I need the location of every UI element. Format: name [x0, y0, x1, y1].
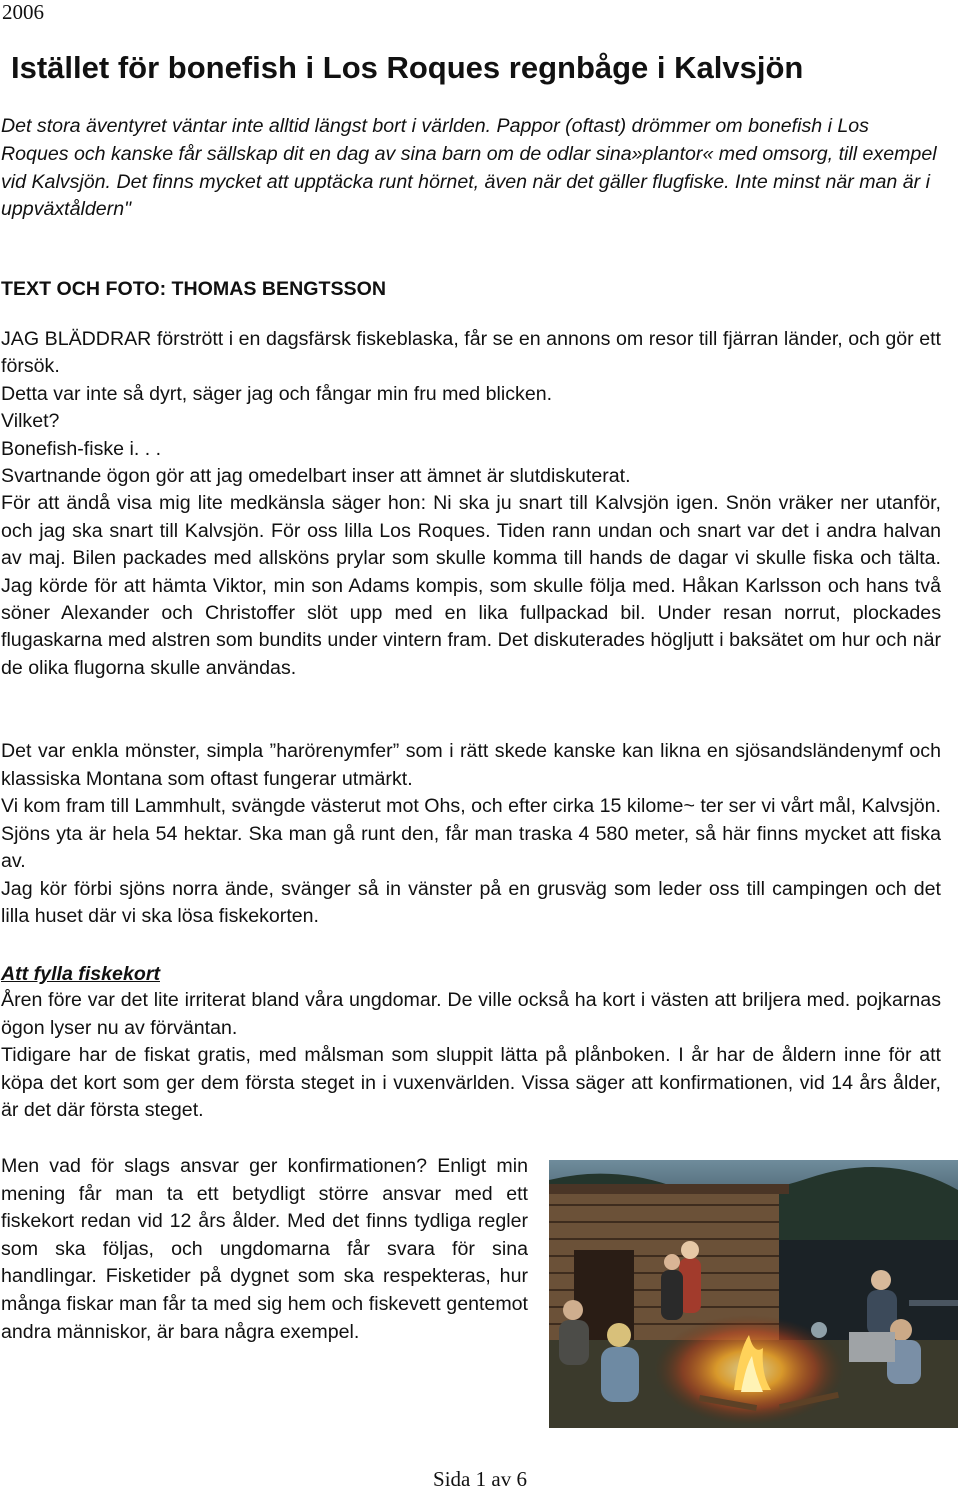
paragraph: Svartnande ögon gör att jag omedelbart inser att ämnet är slutdiskuterat.	[1, 465, 631, 488]
paragraph: För att ändå visa mig lite medkänsla säger hon: Ni ska ju snart till Kalvsjön igen. Snön vräker ner utanför, och jag ska snart till Kalvsjön. För oss lilla Los Roques. Tiden rann undan och snart var det i andra halvan av maj. Bilen packades med allsköns prylar som skulle komma till hands de dagar vi skulle fiska och tälta. Jag körde för att hämta Viktor, min son Adams kompis, som skulle följa med. Håkan Karlsson och hans två söner Alexander och Christoffer slöt upp med en lika fullpackad bil. Under resan norrut, plockades flugaskarna med alstren som bundits under vintern fram. Det diskuterades högljutt i baksätet om hur och när de olika flugorna skulle användas.	[1, 492, 941, 679]
paragraph: Jag kör förbi sjöns norra ände, svänger så in vänster på en grusväg som leder oss till campingen och det lilla huset där vi ska lösa fiskekorten.	[1, 877, 941, 927]
section-responsibility	[1, 1153, 528, 1346]
article-ingress: Det stora äventyret väntar inte alltid längst bort i världen. Pappor (oftast) drömmer om bonefish i Los Roques och kanske får sällskap dit en dag av sina barn om de odlar sina»plantor« med omsorg, till exempel vid Kalvsjön. Det finns mycket att upptäcka runt hörnet, även när det gäller flugfiske. Inte minst när man är i uppväxtåldern"	[1, 115, 937, 221]
paragraph: Vilket?	[1, 410, 60, 433]
year-label: 2006	[2, 0, 44, 24]
paragraph: Åren före var det lite irriterat bland våra ungdomar. De ville också ha kort i västen att briljera med. pojkarnas ögon lyser nu av förväntan.	[1, 989, 941, 1039]
paragraph: Vi kom fram till Lammhult, svängde västerut mot Ohs, och efter cirka 15 kilome~ ter ser vi vårt mål, Kalvsjön. Sjöns yta är hela 54 hektar. Ska man gå runt den, får man traska 4 580 meter, så här finns mycket att fiska av.	[1, 795, 941, 872]
paragraph: Men vad för slags ansvar ger konfirmationen? Enligt min mening får man ta ett betydligt större ansvar med ett fiskekort redan vid 12 års ålder. Med det finns tydliga regler som ska följas, och ungdomarna får svara för sina handlingar. Fisketider på dygnet som ska respekteras, hur många fiskar man får ta med sig hem och fiskevett gentemot andra människor, är bara några exempel.	[1, 1155, 528, 1343]
section-flies	[1, 738, 941, 931]
page-number: Sida 1 av 6	[433, 1467, 527, 1491]
campfire-photo	[549, 1160, 958, 1428]
paragraph: Bonefish-fiske i. . .	[1, 437, 162, 460]
paragraph: Tidigare har de fiskat gratis, med målsman som sluppit lätta på plånboken. I år har de åldern inne för att köpa det kort som ger dem första steget in i vuxenvärlden. Vissa säger att konfirmationen, vid 14 års ålder, är det där första steget.	[1, 1044, 941, 1121]
lead-section	[1, 326, 941, 682]
article-title: Istället för bonefish i Los Roques regnbåge i Kalvsjön	[11, 50, 804, 85]
paragraph: JAG BLÄDDRAR förstrött i en dagsfärsk fiskeblaska, får se en annons om resor till fjärran länder, och gör ett försök.	[1, 328, 941, 378]
section-license	[1, 987, 941, 1125]
section-heading: Att fylla fiskekort	[1, 963, 160, 985]
paragraph: Detta var inte så dyrt, säger jag och fångar min fru med blicken.	[1, 382, 553, 405]
article-byline: TEXT OCH FOTO: THOMAS BENGTSSON	[1, 278, 386, 300]
paragraph: Det var enkla mönster, simpla ”harörenymfer” som i rätt skede kanske kan likna en sjösandsländenymf och klassiska Montana som oftast fungerar utmärkt.	[1, 740, 941, 790]
